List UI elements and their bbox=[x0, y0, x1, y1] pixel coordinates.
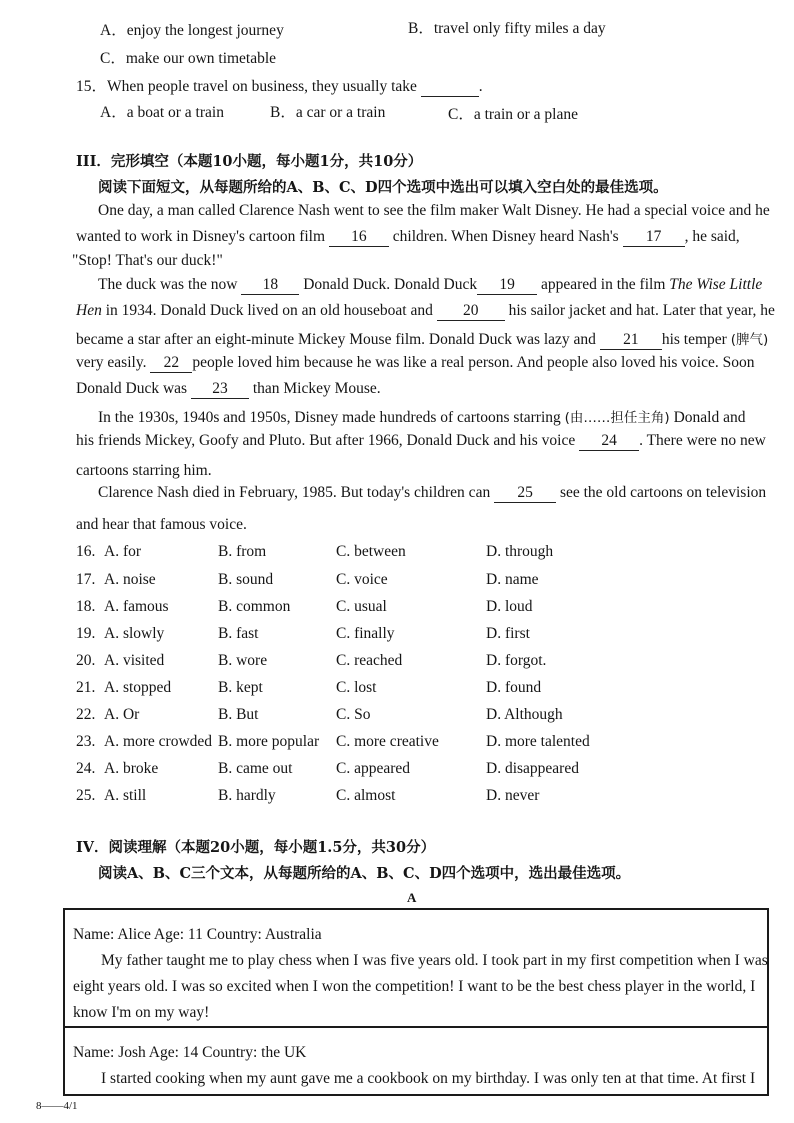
para2-line4-a: very easily. bbox=[76, 354, 147, 371]
para1-line1: One day, a man called Clarence Nash went to see the film maker Walt Disney. He had a special voice and he bbox=[98, 202, 770, 219]
option-b: B. But bbox=[218, 706, 259, 723]
q14-option-b: B．travel only fifty miles a day bbox=[408, 20, 606, 37]
option-c: C. So bbox=[336, 706, 371, 723]
option-b: B. from bbox=[218, 543, 267, 560]
blank-24: 24 bbox=[579, 432, 639, 451]
q-number: 16. bbox=[76, 543, 96, 560]
para3-line1 bbox=[98, 406, 745, 427]
alice-line1: My father taught me to play chess when I was five years old. I took part in my first competition when I was bbox=[101, 952, 768, 969]
para2-line4-b: people loved him because he was like a real person. And people also loved his voice. Soon bbox=[192, 354, 755, 371]
section4-title: IV．阅读理解（本题20小题，每小题1.5分，共30分） bbox=[76, 839, 436, 856]
option-b: B. common bbox=[218, 598, 291, 615]
blank-18: 18 bbox=[241, 276, 299, 295]
option-c: C. finally bbox=[336, 625, 395, 642]
option-d: D. Although bbox=[486, 706, 563, 723]
option-b: B. fast bbox=[218, 625, 259, 642]
option-b: B. wore bbox=[218, 652, 268, 669]
blank-22: 22 bbox=[150, 354, 192, 373]
para2-line5-b: than Mickey Mouse. bbox=[252, 380, 381, 397]
blank-20: 20 bbox=[437, 302, 505, 321]
para2-line3 bbox=[76, 328, 768, 350]
para3-gloss-starring: (由……担任主角) bbox=[564, 410, 670, 426]
option-d: D. forgot. bbox=[486, 652, 547, 669]
option-c: C. appeared bbox=[336, 760, 411, 777]
option-a: A. famous bbox=[104, 598, 169, 615]
para1-line2-b: children. When Disney heard Nash's bbox=[392, 228, 619, 245]
option-a: A. more crowded bbox=[104, 733, 213, 750]
q-number: 20. bbox=[76, 652, 96, 669]
para2-line2-a: in 1934. Donald Duck lived on an old houseboat and bbox=[105, 302, 433, 319]
q15-blank-end: . bbox=[478, 78, 483, 95]
alice-header: Name: Alice Age: 11 Country: Australia bbox=[73, 926, 322, 943]
option-d: D. never bbox=[486, 787, 540, 804]
q-number: 19. bbox=[76, 625, 96, 642]
para3-line2 bbox=[76, 432, 766, 451]
para2-line1-c: appeared in the film bbox=[541, 276, 666, 293]
option-d: D. disappeared bbox=[486, 760, 579, 777]
para4-line1-b: see the old cartoons on television bbox=[559, 484, 767, 501]
para3-line1-a: In the 1930s, 1940s and 1950s, Disney made hundreds of cartoons starring bbox=[98, 409, 561, 426]
q15-stem-text: 15．When people travel on business, they usually take bbox=[76, 78, 417, 95]
section4-instruction: 阅读A、B、C三个文本，从每题所给的A、B、C、D四个选项中，选出最佳选项。 bbox=[98, 865, 631, 882]
q15-option-b: B．a car or a train bbox=[270, 104, 386, 121]
para2-line3-b: his temper bbox=[661, 331, 727, 348]
q14-option-c: C．make our own timetable bbox=[100, 50, 277, 67]
para1-line2 bbox=[76, 228, 740, 247]
para4-line2: and hear that famous voice. bbox=[76, 516, 247, 533]
option-b: B. came out bbox=[218, 760, 293, 777]
q-number: 17. bbox=[76, 571, 96, 588]
para3-line2-b: . There were no new bbox=[639, 432, 766, 449]
option-a: A. broke bbox=[104, 760, 159, 777]
option-c: C. almost bbox=[336, 787, 396, 804]
option-a: A. visited bbox=[104, 652, 165, 669]
q15-option-a: A．a boat or a train bbox=[100, 104, 224, 121]
option-d: D. first bbox=[486, 625, 530, 642]
para3-line1-b: Donald and bbox=[673, 409, 746, 426]
para2-line1-b: Donald Duck. Donald Duck bbox=[303, 276, 478, 293]
josh-line1: I started cooking when my aunt gave me a cookbook on my birthday. I was only ten at that time. At first I bbox=[101, 1070, 756, 1087]
para2-line5-a: Donald Duck was bbox=[76, 380, 188, 397]
section3-title: III．完形填空（本题10小题，每小题1分，共10分） bbox=[76, 153, 423, 170]
q-number: 21. bbox=[76, 679, 96, 696]
para1-line2-c: , he said, bbox=[684, 228, 740, 245]
text-a-heading: A bbox=[407, 890, 417, 905]
blank-19: 19 bbox=[477, 276, 537, 295]
section3-instruction: 阅读下面短文，从每题所给的A、B、C、D四个选项中选出可以填入空白处的最佳选项。 bbox=[98, 179, 668, 196]
q-number: 22. bbox=[76, 706, 96, 723]
blank-23: 23 bbox=[191, 380, 249, 399]
option-a: A. Or bbox=[104, 706, 140, 723]
q15-option-c: C．a train or a plane bbox=[448, 106, 578, 123]
option-b: B. more popular bbox=[218, 733, 320, 750]
q-number: 18. bbox=[76, 598, 96, 615]
para1-line2-a: wanted to work in Disney's cartoon film bbox=[76, 228, 326, 245]
para2-gloss-temper: (脾气) bbox=[730, 332, 769, 348]
option-c: C. voice bbox=[336, 571, 388, 588]
option-a: A. for bbox=[104, 543, 142, 560]
option-a: A. still bbox=[104, 787, 147, 804]
option-d: D. through bbox=[486, 543, 554, 560]
para4-line1-a: Clarence Nash died in February, 1985. But today's children can bbox=[98, 484, 491, 501]
option-d: D. loud bbox=[486, 598, 533, 615]
para2-line5 bbox=[76, 380, 381, 399]
q-number: 25. bbox=[76, 787, 96, 804]
option-c: C. more creative bbox=[336, 733, 439, 750]
para2-line2 bbox=[76, 302, 775, 321]
josh-header: Name: Josh Age: 14 Country: the UK bbox=[73, 1044, 307, 1061]
blank-17: 17 bbox=[623, 228, 685, 247]
blank-21: 21 bbox=[600, 331, 662, 350]
para2-film-title-1: The Wise Little bbox=[669, 276, 763, 293]
option-b: B. sound bbox=[218, 571, 274, 588]
para2-line2-b: his sailor jacket and hat. Later that year, he bbox=[508, 302, 775, 319]
option-d: D. more talented bbox=[486, 733, 590, 750]
para2-line1-a: The duck was the now bbox=[98, 276, 238, 293]
q15-blank bbox=[421, 78, 479, 97]
option-d: D. name bbox=[486, 571, 539, 588]
option-c: C. reached bbox=[336, 652, 403, 669]
alice-line3: know I'm on my way! bbox=[73, 1004, 210, 1021]
option-b: B. hardly bbox=[218, 787, 276, 804]
para4-line1 bbox=[98, 484, 766, 503]
q-number: 24. bbox=[76, 760, 96, 777]
option-c: C. usual bbox=[336, 598, 387, 615]
page-footer: 8——4/1 bbox=[36, 1100, 78, 1112]
blank-25: 25 bbox=[494, 484, 556, 503]
option-b: B. kept bbox=[218, 679, 263, 696]
box-divider bbox=[65, 1026, 767, 1028]
option-a: A. slowly bbox=[104, 625, 165, 642]
para3-line2-a: his friends Mickey, Goofy and Pluto. But after 1966, Donald Duck and his voice bbox=[76, 432, 576, 449]
para2-line1 bbox=[98, 276, 762, 295]
para3-line3: cartoons starring him. bbox=[76, 462, 212, 479]
q-number: 23. bbox=[76, 733, 96, 750]
option-a: A. noise bbox=[104, 571, 156, 588]
option-c: C. between bbox=[336, 543, 406, 560]
alice-line2: eight years old. I was so excited when I won the competition! I want to be the best chess player in the world, I bbox=[73, 978, 756, 995]
option-a: A. stopped bbox=[104, 679, 172, 696]
option-c: C. lost bbox=[336, 679, 377, 696]
q15-stem bbox=[76, 74, 483, 97]
blank-16: 16 bbox=[329, 228, 389, 247]
q14-option-a: A．enjoy the longest journey bbox=[100, 22, 284, 39]
reading-a-box bbox=[63, 908, 769, 1096]
para2-film-title-2: Hen bbox=[76, 302, 102, 319]
para2-line4 bbox=[76, 354, 754, 373]
para2-line3-a: became a star after an eight-minute Mickey Mouse film. Donald Duck was lazy and bbox=[76, 331, 596, 348]
para1-line3: "Stop! That's our duck!" bbox=[72, 252, 223, 269]
option-d: D. found bbox=[486, 679, 542, 696]
